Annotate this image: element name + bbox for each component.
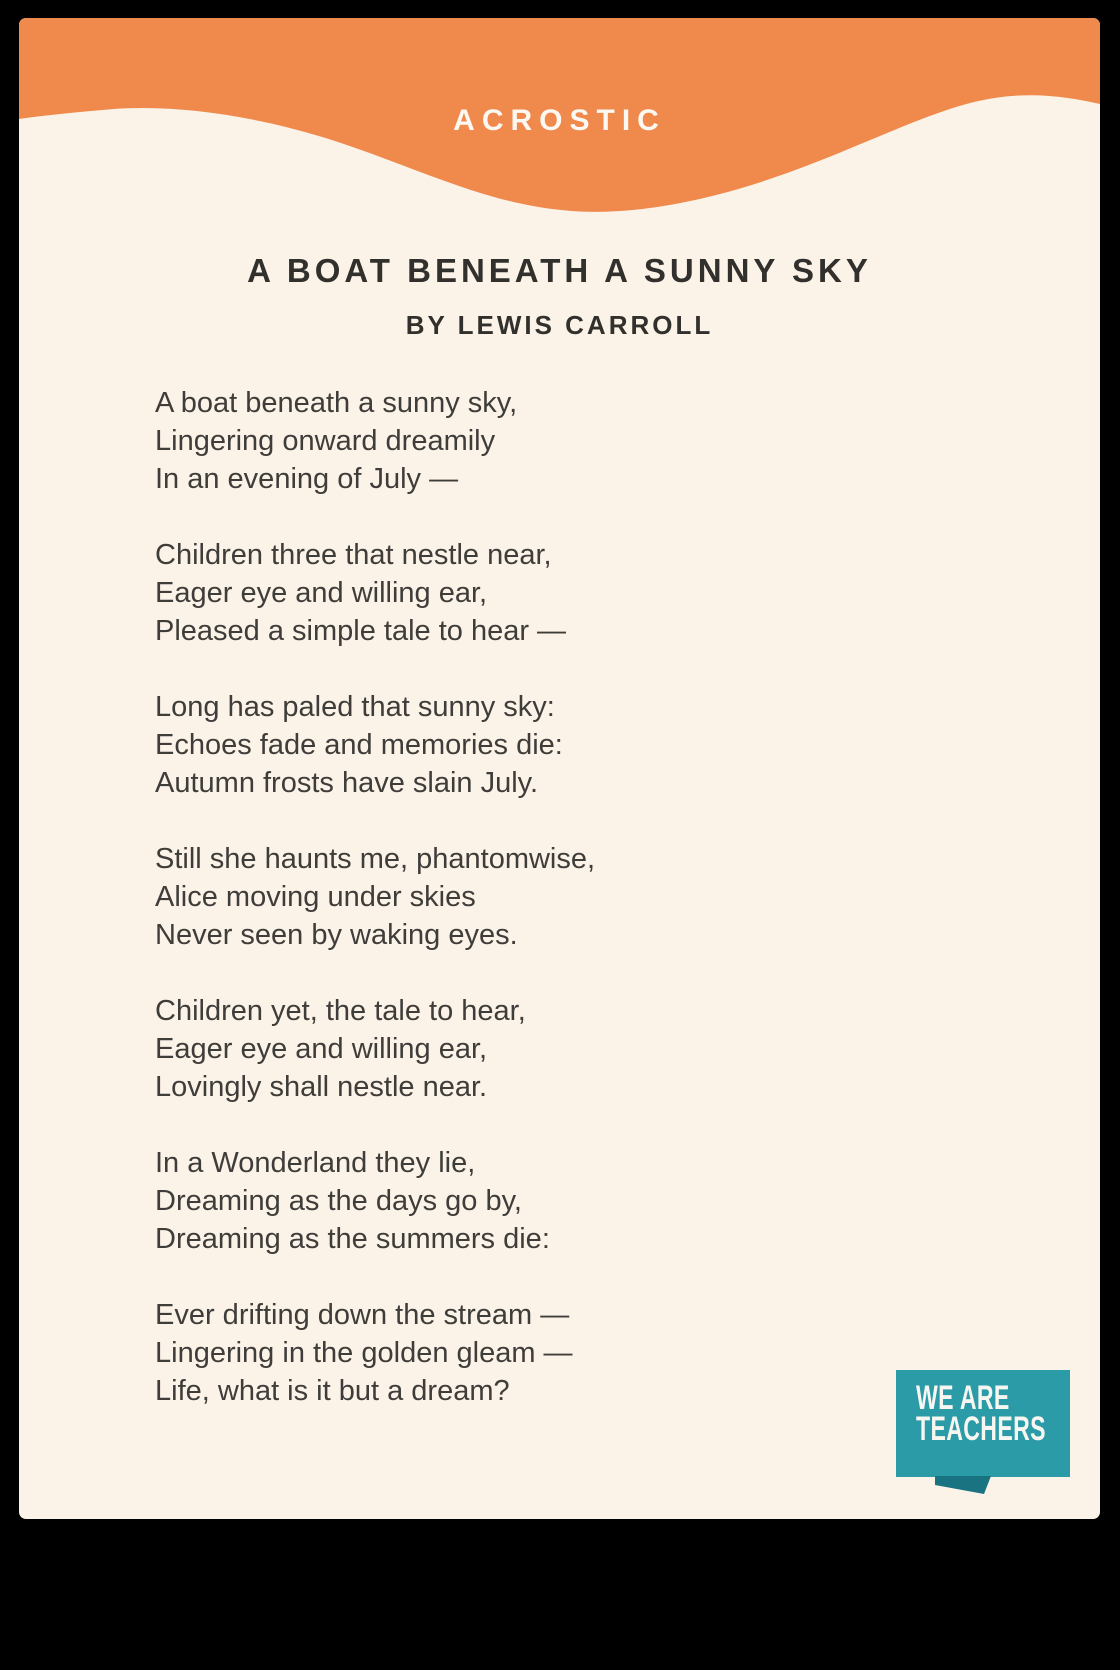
poem-line: A boat beneath a sunny sky, [155, 387, 518, 419]
poem-line: In an evening of July — [155, 463, 459, 495]
poem-line: Children yet, the tale to hear, [155, 995, 526, 1027]
poem-line: Life, what is it but a dream? [155, 1375, 510, 1407]
poem-line: Ever drifting down the stream — [155, 1299, 570, 1331]
poem-stanza [155, 1144, 915, 1258]
poem-stanza [155, 840, 915, 954]
poem-stanza [155, 384, 915, 498]
poem-body [155, 384, 915, 1448]
poem-line: Never seen by waking eyes. [155, 919, 518, 951]
poem-stanza [155, 536, 915, 650]
poem-stanza [155, 1296, 915, 1410]
poem-line: Long has paled that sunny sky: [155, 691, 555, 723]
acrostic-poem-card [19, 18, 1100, 1519]
poem-line: Echoes fade and memories die: [155, 729, 563, 761]
poem-line: Dreaming as the summers die: [155, 1223, 550, 1255]
poem-line: Lingering onward dreamily [155, 425, 496, 457]
poem-line: Still she haunts me, phantomwise, [155, 843, 596, 875]
poem-type-label: ACROSTIC [453, 104, 666, 137]
logo-line-2: TEACHERS [916, 1410, 1046, 1448]
poem-line: Pleased a simple tale to hear — [155, 615, 567, 647]
poem-stanza [155, 992, 915, 1106]
poem-line: Eager eye and willing ear, [155, 1033, 488, 1065]
we-are-teachers-logo [896, 1370, 1070, 1477]
logo-ribbon-tail [896, 1476, 1070, 1498]
poem-line: Lovingly shall nestle near. [155, 1071, 488, 1103]
poem-byline: BY LEWIS CARROLL [405, 310, 714, 340]
poem-title: A BOAT BENEATH A SUNNY SKY [247, 252, 872, 289]
poem-line: In a Wonderland they lie, [155, 1147, 476, 1179]
logo-line-1: WE ARE [916, 1379, 1010, 1417]
poem-line: Eager eye and willing ear, [155, 577, 488, 609]
poem-stanza [155, 688, 915, 802]
poem-line: Alice moving under skies [155, 881, 476, 913]
poem-line: Autumn frosts have slain July. [155, 767, 539, 799]
poem-line: Children three that nestle near, [155, 539, 552, 571]
logo-text [916, 1379, 1046, 1448]
poem-line: Lingering in the golden gleam — [155, 1337, 573, 1369]
poem-line: Dreaming as the days go by, [155, 1185, 522, 1217]
